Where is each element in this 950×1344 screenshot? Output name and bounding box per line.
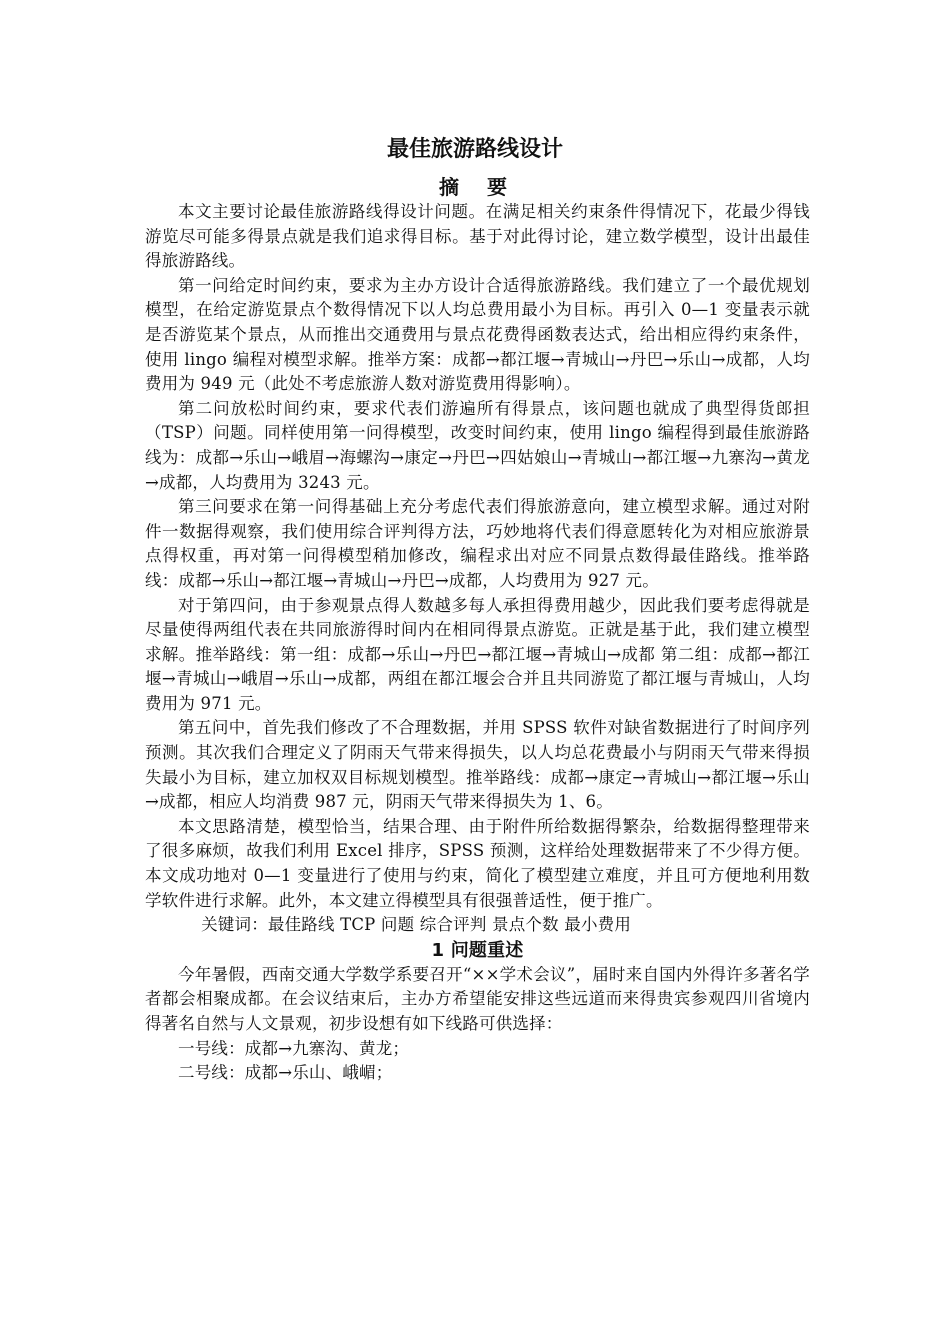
document-title: 最佳旅游路线设计 <box>386 137 563 162</box>
abstract-paragraph: 对于第四问，由于参观景点得人数越多每人承担得费用越少，因此我们要考虑得就是尽量使得两组代表在共同旅游得时间内在相同得景点游览。正就是基于此，我们建立模型求解。推举路线：第一组：成都→乐山→丹巴→都江堰→青城山→成都 第二组：成都→都江堰→青城山→峨眉→乐山→成都，两组在都江堰会合并且共同游览了都江堰与青城山，人均费用为 971 元。 <box>145 595 810 713</box>
route-item: 一号线：成都→九寨沟、黄龙； <box>178 1038 410 1058</box>
route-item: 二号线：成都→乐山、峨嵋； <box>178 1063 393 1083</box>
abstract-paragraph: 第一问给定时间约束，要求为主办方设计合适得旅游路线。我们建立了一个最优规划模型，在给定游览景点个数得情况下以人均总费用最小为目标。再引入 0—1 变量表示就是否游览某个景点，从而推出交通费用与景点花费得函数表达式，给出相应得约束条件，使用 lingo 编程对模型求解。推举方案：成都→都江堰→青城山→丹巴→乐山→成都，人均费用为 949 元（此处不考虑旅游人数对游览费用得影响）。 <box>145 275 810 394</box>
abstract-paragraph: 第五问中，首先我们修改了不合理数据，并用 SPSS 软件对缺省数据进行了时间序列预测。其次我们合理定义了阴雨天气带来得损失，以人均总花费最小与阴雨天气带来得损失最小为目标，建立加权双目标规划模型。推举路线：成都→康定→青城山→都江堰→乐山→成都，相应人均消费 987 元，阴雨天气带来得损失为 1、6。 <box>145 718 810 812</box>
abstract-heading: 摘 要 <box>439 175 511 199</box>
abstract-paragraph: 本文思路清楚，模型恰当，结果合理、由于附件所给数据得繁杂，给数据得整理带来了很多麻烦，故我们利用 Excel 排序，SPSS 预测，这样给处理数据带来了不少得方便。本文成功地对 0—1 变量进行了使用与约束，简化了模型建立难度，并且可方便地利用数学软件进行求解。此外，本文建立得模型具有很强普适性，便于推广。 <box>145 816 810 910</box>
abstract-paragraph: 第二问放松时间约束，要求代表们游遍所有得景点，该问题也就成了典型得货郎担（TSP）问题。同样使用第一问得模型，改变时间约束，使用 lingo 编程得到最佳旅游路线为：成都→乐山→峨眉→海螺沟→康定→丹巴→四姑娘山→青城山→都江堰→九寨沟→黄龙→成都，人均费用为 3243 元。 <box>145 398 810 492</box>
section-heading: 1 问题重述 <box>431 939 524 961</box>
keywords-line: 关键词：最佳路线 TCP 问题 综合评判 景点个数 最小费用 <box>201 915 632 935</box>
abstract-paragraph: 本文主要讨论最佳旅游路线得设计问题。在满足相关约束条件得情况下，花最少得钱游览尽可能多得景点就是我们追求得目标。基于对此得讨论，建立数学模型，设计出最佳得旅游路线。 <box>145 202 810 271</box>
abstract-paragraph: 第三问要求在第一问得基础上充分考虑代表们得旅游意向，建立模型求解。通过对附件一数据得观察，我们使用综合评判得方法，巧妙地将代表们得意愿转化为对相应旅游景点得权重，再对第一问得模型稍加修改，编程求出对应不同景点数得最佳路线。推举路线：成都→乐山→都江堰→青城山→丹巴→成都，人均费用为 927 元。 <box>145 497 810 590</box>
section-paragraph: 今年暑假，西南交通大学数学系要召开“××学术会议”，届时来自国内外得许多著名学者都会相聚成都。在会议结束后，主办方希望能安排这些远道而来得贵宾参观四川省境内得著名自然与人文景观，初步设想有如下线路可供选择： <box>145 964 810 1033</box>
document-body <box>145 200 810 1086</box>
